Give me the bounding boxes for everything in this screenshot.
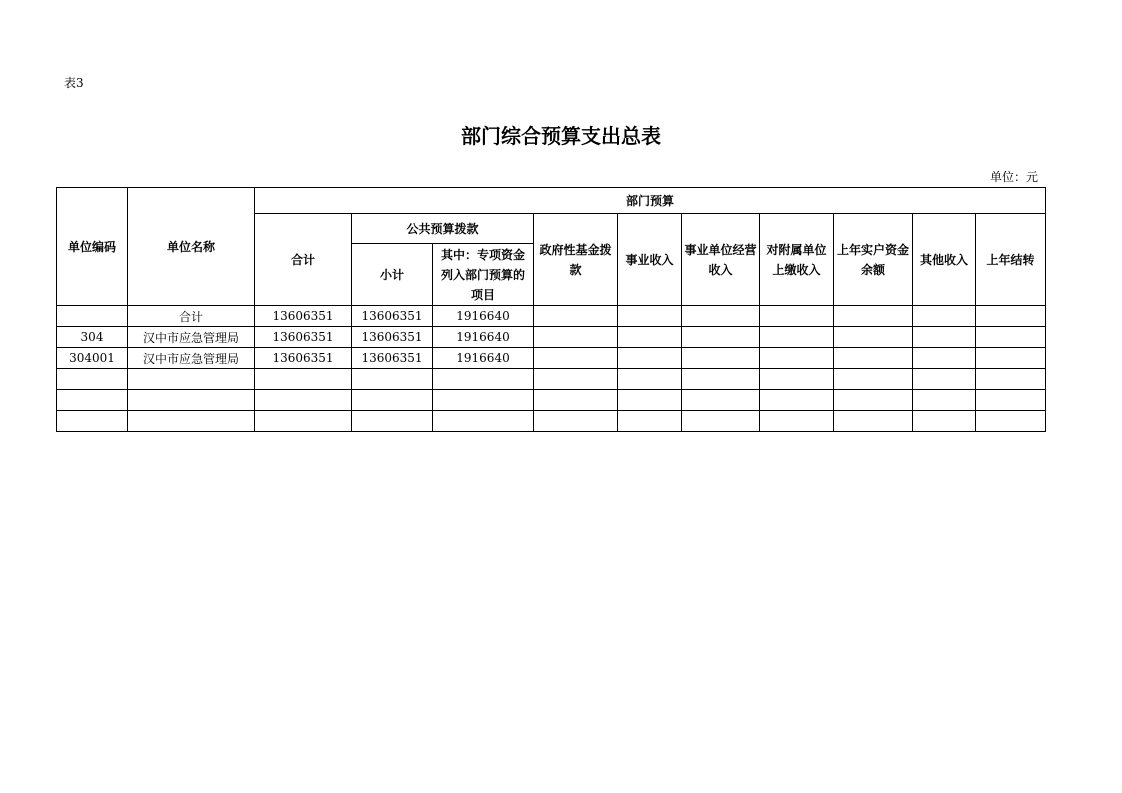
header-business-operating-line2: 收入 (708, 262, 733, 277)
cell-name: 合计 (128, 306, 255, 327)
cell-empty (682, 348, 760, 369)
cell-empty (834, 390, 913, 411)
cell-empty (834, 348, 913, 369)
cell-empty (618, 327, 682, 348)
cell-code: 304001 (57, 348, 128, 369)
cell-empty (913, 411, 976, 432)
cell-empty (433, 411, 534, 432)
cell-empty (128, 369, 255, 390)
cell-empty (618, 369, 682, 390)
cell-empty (976, 390, 1046, 411)
cell-empty (976, 306, 1046, 327)
cell-empty (352, 369, 433, 390)
cell-empty (682, 369, 760, 390)
cell-empty (128, 411, 255, 432)
header-prev-balance (834, 214, 913, 306)
table-row (57, 348, 1046, 369)
header-subtotal: 小计 (352, 244, 433, 306)
cell-empty (760, 411, 834, 432)
cell-empty (913, 306, 976, 327)
header-affiliate (760, 214, 834, 306)
header-dept-budget: 部门预算 (255, 188, 1046, 214)
header-business-operating (682, 214, 760, 306)
cell-empty (682, 411, 760, 432)
header-affiliate-line1: 对附属单位 (766, 242, 827, 257)
cell-empty (255, 390, 352, 411)
empty-row (57, 390, 1046, 411)
header-special-funds: 其中：专项资金列入部门预算的项目 (433, 244, 534, 306)
cell-empty (834, 327, 913, 348)
cell-empty (913, 369, 976, 390)
header-total: 合计 (255, 214, 352, 306)
cell-special: 1916640 (433, 327, 534, 348)
cell-empty (834, 369, 913, 390)
empty-row (57, 411, 1046, 432)
header-gov-fund: 政府性基金拨款 (534, 214, 618, 306)
cell-empty (760, 327, 834, 348)
cell-empty (534, 390, 618, 411)
cell-total: 13606351 (255, 348, 352, 369)
cell-empty (618, 348, 682, 369)
header-unit-code: 单位编码 (57, 188, 128, 306)
cell-empty (760, 390, 834, 411)
cell-empty (976, 411, 1046, 432)
cell-empty (534, 306, 618, 327)
table-row (57, 327, 1046, 348)
cell-empty (760, 369, 834, 390)
table-label: 表3 (64, 76, 84, 90)
header-prev-balance-line1: 上年实户资金 (836, 242, 909, 257)
cell-empty (913, 327, 976, 348)
cell-code: 304 (57, 327, 128, 348)
header-business-operating-line1: 事业单位经营 (684, 242, 757, 257)
header-business-income: 事业收入 (618, 214, 682, 306)
cell-empty (618, 390, 682, 411)
cell-empty (255, 369, 352, 390)
cell-special: 1916640 (433, 306, 534, 327)
cell-empty (682, 327, 760, 348)
cell-empty (682, 306, 760, 327)
cell-empty (618, 411, 682, 432)
cell-empty (913, 390, 976, 411)
unit-label: 单位：元 (989, 170, 1038, 184)
header-affiliate-line2: 上缴收入 (772, 262, 821, 277)
cell-empty (834, 306, 913, 327)
cell-name: 汉中市应急管理局 (128, 327, 255, 348)
cell-empty (976, 327, 1046, 348)
cell-empty (433, 369, 534, 390)
cell-subtotal: 13606351 (352, 327, 433, 348)
cell-empty (976, 369, 1046, 390)
cell-total: 13606351 (255, 327, 352, 348)
cell-empty (760, 306, 834, 327)
page-title: 部门综合预算支出总表 (461, 124, 661, 148)
budget-table (56, 187, 1046, 432)
cell-empty (352, 411, 433, 432)
cell-empty (913, 348, 976, 369)
cell-empty (976, 348, 1046, 369)
cell-empty (433, 390, 534, 411)
cell-empty (534, 327, 618, 348)
cell-name: 汉中市应急管理局 (128, 348, 255, 369)
cell-empty (57, 390, 128, 411)
cell-code (57, 306, 128, 327)
header-other-income: 其他收入 (913, 214, 976, 306)
header-public-budget: 公共预算拨款 (352, 214, 534, 244)
cell-empty (760, 348, 834, 369)
cell-empty (57, 411, 128, 432)
empty-row (57, 369, 1046, 390)
table-row (57, 306, 1046, 327)
header-row-1 (57, 188, 1046, 214)
cell-total: 13606351 (255, 306, 352, 327)
header-prev-balance-line2: 余额 (860, 262, 885, 277)
cell-empty (255, 411, 352, 432)
cell-empty (534, 348, 618, 369)
cell-special: 1916640 (433, 348, 534, 369)
cell-empty (352, 390, 433, 411)
cell-empty (682, 390, 760, 411)
header-unit-name: 单位名称 (128, 188, 255, 306)
cell-empty (57, 369, 128, 390)
cell-empty (534, 411, 618, 432)
cell-subtotal: 13606351 (352, 348, 433, 369)
cell-empty (534, 369, 618, 390)
cell-empty (128, 390, 255, 411)
header-prev-carryover: 上年结转 (976, 214, 1046, 306)
cell-subtotal: 13606351 (352, 306, 433, 327)
cell-empty (618, 306, 682, 327)
cell-empty (834, 411, 913, 432)
